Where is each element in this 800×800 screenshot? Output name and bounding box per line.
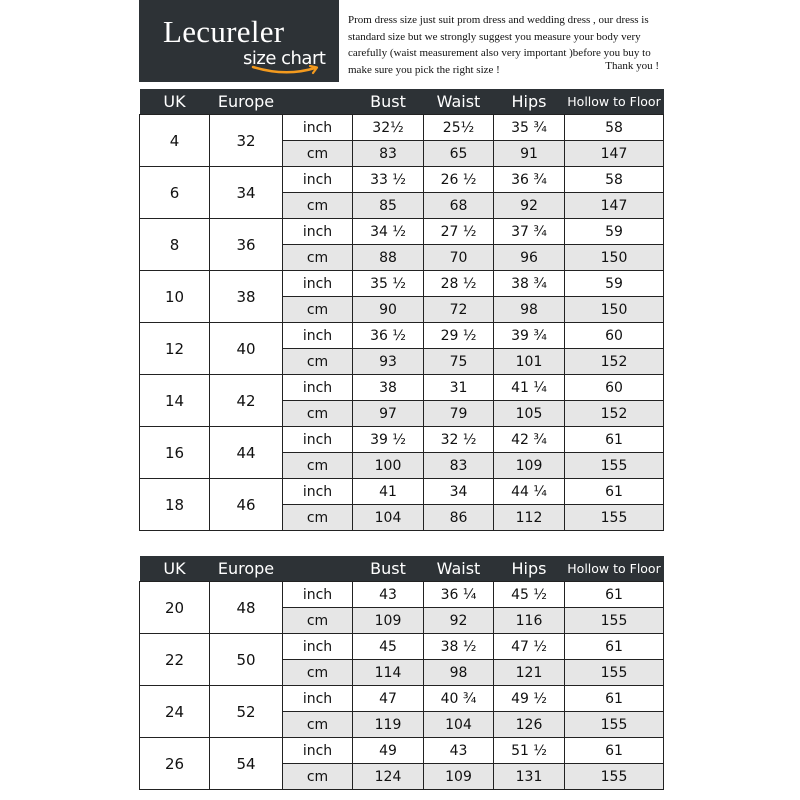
hips-cm-cell: 96 <box>494 245 565 271</box>
europe-size-cell: 46 <box>210 479 283 531</box>
bust-cm-cell: 104 <box>353 505 424 531</box>
unit-label-cm: cm <box>283 660 353 686</box>
unit-label-cm: cm <box>283 764 353 790</box>
size-row-inch <box>140 582 664 608</box>
size-row-inch <box>140 427 664 453</box>
hollow-to-floor-inch-cell: 61 <box>565 427 664 453</box>
intro-thanks: Thank you ! <box>605 60 659 72</box>
hips-cm-cell: 98 <box>494 297 565 323</box>
unit-label-inch: inch <box>283 427 353 453</box>
hips-inch-cell: 38 ¾ <box>494 271 565 297</box>
hollow-to-floor-cm-cell: 155 <box>565 608 664 634</box>
hollow-to-floor-cm-cell: 147 <box>565 193 664 219</box>
hollow-to-floor-inch-cell: 61 <box>565 686 664 712</box>
hips-inch-cell: 41 ¼ <box>494 375 565 401</box>
uk-size-cell: 10 <box>140 271 210 323</box>
size-row-inch <box>140 115 664 141</box>
europe-size-cell: 42 <box>210 375 283 427</box>
europe-size-cell: 36 <box>210 219 283 271</box>
uk-size-cell: 6 <box>140 167 210 219</box>
waist-cm-cell: 98 <box>424 660 494 686</box>
header-hollow-to-floor: Hollow to Floor <box>565 89 664 115</box>
bust-cm-cell: 83 <box>353 141 424 167</box>
size-rows <box>140 115 664 531</box>
brand-logo <box>139 0 339 82</box>
unit-label-inch: inch <box>283 479 353 505</box>
hollow-to-floor-cm-cell: 155 <box>565 660 664 686</box>
waist-cm-cell: 65 <box>424 141 494 167</box>
hollow-to-floor-inch-cell: 58 <box>565 115 664 141</box>
header-bust: Bust <box>353 89 424 115</box>
unit-label-cm: cm <box>283 401 353 427</box>
uk-size-cell: 22 <box>140 634 210 686</box>
uk-size-cell: 12 <box>140 323 210 375</box>
hollow-to-floor-cm-cell: 155 <box>565 453 664 479</box>
hips-cm-cell: 105 <box>494 401 565 427</box>
hips-cm-cell: 116 <box>494 608 565 634</box>
hips-inch-cell: 47 ½ <box>494 634 565 660</box>
hips-inch-cell: 45 ½ <box>494 582 565 608</box>
unit-label-cm: cm <box>283 608 353 634</box>
hips-cm-cell: 126 <box>494 712 565 738</box>
unit-label-inch: inch <box>283 219 353 245</box>
unit-label-inch: inch <box>283 167 353 193</box>
hips-inch-cell: 36 ¾ <box>494 167 565 193</box>
bust-inch-cell: 34 ½ <box>353 219 424 245</box>
bust-cm-cell: 97 <box>353 401 424 427</box>
waist-cm-cell: 70 <box>424 245 494 271</box>
waist-inch-cell: 25½ <box>424 115 494 141</box>
hollow-to-floor-cm-cell: 150 <box>565 245 664 271</box>
hips-inch-cell: 42 ¾ <box>494 427 565 453</box>
bust-inch-cell: 39 ½ <box>353 427 424 453</box>
header-uk: UK <box>140 556 210 582</box>
header-unit <box>283 556 353 582</box>
bust-cm-cell: 124 <box>353 764 424 790</box>
waist-inch-cell: 40 ¾ <box>424 686 494 712</box>
bust-inch-cell: 32½ <box>353 115 424 141</box>
europe-size-cell: 48 <box>210 582 283 634</box>
unit-label-inch: inch <box>283 582 353 608</box>
bust-cm-cell: 93 <box>353 349 424 375</box>
hollow-to-floor-cm-cell: 155 <box>565 505 664 531</box>
hollow-to-floor-inch-cell: 59 <box>565 219 664 245</box>
europe-size-cell: 34 <box>210 167 283 219</box>
size-row-inch <box>140 167 664 193</box>
waist-inch-cell: 38 ½ <box>424 634 494 660</box>
header-europe: Europe <box>210 556 283 582</box>
hips-inch-cell: 37 ¾ <box>494 219 565 245</box>
hollow-to-floor-inch-cell: 61 <box>565 738 664 764</box>
hollow-to-floor-inch-cell: 59 <box>565 271 664 297</box>
waist-inch-cell: 34 <box>424 479 494 505</box>
unit-label-inch: inch <box>283 271 353 297</box>
hips-inch-cell: 49 ½ <box>494 686 565 712</box>
smile-arrow-icon <box>251 64 321 76</box>
intro-note <box>348 12 663 78</box>
waist-inch-cell: 36 ¼ <box>424 582 494 608</box>
header-hips: Hips <box>494 89 565 115</box>
unit-label-inch: inch <box>283 634 353 660</box>
hollow-to-floor-cm-cell: 152 <box>565 401 664 427</box>
uk-size-cell: 24 <box>140 686 210 738</box>
size-row-inch <box>140 375 664 401</box>
hips-cm-cell: 92 <box>494 193 565 219</box>
uk-size-cell: 8 <box>140 219 210 271</box>
unit-label-cm: cm <box>283 453 353 479</box>
bust-inch-cell: 35 ½ <box>353 271 424 297</box>
uk-size-cell: 4 <box>140 115 210 167</box>
bust-inch-cell: 33 ½ <box>353 167 424 193</box>
size-table-2 <box>139 556 664 790</box>
brand-name: Lecureler <box>163 14 285 49</box>
waist-cm-cell: 92 <box>424 608 494 634</box>
europe-size-cell: 50 <box>210 634 283 686</box>
unit-label-cm: cm <box>283 193 353 219</box>
hollow-to-floor-inch-cell: 61 <box>565 479 664 505</box>
uk-size-cell: 18 <box>140 479 210 531</box>
waist-cm-cell: 75 <box>424 349 494 375</box>
header-row <box>140 556 664 582</box>
europe-size-cell: 52 <box>210 686 283 738</box>
europe-size-cell: 54 <box>210 738 283 790</box>
uk-size-cell: 26 <box>140 738 210 790</box>
waist-inch-cell: 26 ½ <box>424 167 494 193</box>
header-bust: Bust <box>353 556 424 582</box>
size-row-inch <box>140 686 664 712</box>
bust-inch-cell: 49 <box>353 738 424 764</box>
waist-cm-cell: 68 <box>424 193 494 219</box>
hips-cm-cell: 121 <box>494 660 565 686</box>
bust-cm-cell: 109 <box>353 608 424 634</box>
intro-text: Prom dress size just suit prom dress and wedding dress , our dress is standard size but we strongly suggest you measure your body very carefully (waist measurement also very important )before you buy to make sure you pick the right size ! <box>348 14 651 76</box>
waist-cm-cell: 79 <box>424 401 494 427</box>
hollow-to-floor-cm-cell: 147 <box>565 141 664 167</box>
waist-inch-cell: 43 <box>424 738 494 764</box>
header-waist: Waist <box>424 556 494 582</box>
brand-subtitle: size chart <box>243 48 326 69</box>
unit-label-cm: cm <box>283 141 353 167</box>
header-europe: Europe <box>210 89 283 115</box>
hollow-to-floor-cm-cell: 155 <box>565 712 664 738</box>
unit-label-inch: inch <box>283 686 353 712</box>
unit-label-inch: inch <box>283 115 353 141</box>
europe-size-cell: 38 <box>210 271 283 323</box>
hollow-to-floor-inch-cell: 60 <box>565 375 664 401</box>
unit-label-inch: inch <box>283 323 353 349</box>
uk-size-cell: 16 <box>140 427 210 479</box>
hollow-to-floor-inch-cell: 60 <box>565 323 664 349</box>
bust-cm-cell: 85 <box>353 193 424 219</box>
waist-cm-cell: 86 <box>424 505 494 531</box>
hips-inch-cell: 39 ¾ <box>494 323 565 349</box>
unit-label-cm: cm <box>283 245 353 271</box>
header-unit <box>283 89 353 115</box>
header-hollow-to-floor: Hollow to Floor <box>565 556 664 582</box>
hips-inch-cell: 51 ½ <box>494 738 565 764</box>
unit-label-cm: cm <box>283 297 353 323</box>
europe-size-cell: 40 <box>210 323 283 375</box>
bust-inch-cell: 45 <box>353 634 424 660</box>
size-row-inch <box>140 634 664 660</box>
size-row-inch <box>140 323 664 349</box>
uk-size-cell: 20 <box>140 582 210 634</box>
unit-label-inch: inch <box>283 375 353 401</box>
hollow-to-floor-cm-cell: 152 <box>565 349 664 375</box>
bust-cm-cell: 88 <box>353 245 424 271</box>
hollow-to-floor-inch-cell: 61 <box>565 582 664 608</box>
unit-label-inch: inch <box>283 738 353 764</box>
size-row-inch <box>140 219 664 245</box>
bust-cm-cell: 114 <box>353 660 424 686</box>
size-row-inch <box>140 271 664 297</box>
unit-label-cm: cm <box>283 349 353 375</box>
hollow-to-floor-inch-cell: 58 <box>565 167 664 193</box>
waist-inch-cell: 28 ½ <box>424 271 494 297</box>
waist-cm-cell: 72 <box>424 297 494 323</box>
waist-cm-cell: 109 <box>424 764 494 790</box>
hips-cm-cell: 112 <box>494 505 565 531</box>
waist-inch-cell: 27 ½ <box>424 219 494 245</box>
europe-size-cell: 32 <box>210 115 283 167</box>
header-hips: Hips <box>494 556 565 582</box>
bust-inch-cell: 47 <box>353 686 424 712</box>
unit-label-cm: cm <box>283 505 353 531</box>
hips-inch-cell: 44 ¼ <box>494 479 565 505</box>
bust-cm-cell: 100 <box>353 453 424 479</box>
waist-inch-cell: 32 ½ <box>424 427 494 453</box>
hollow-to-floor-cm-cell: 155 <box>565 764 664 790</box>
header-uk: UK <box>140 89 210 115</box>
europe-size-cell: 44 <box>210 427 283 479</box>
bust-inch-cell: 38 <box>353 375 424 401</box>
hips-cm-cell: 101 <box>494 349 565 375</box>
bust-inch-cell: 41 <box>353 479 424 505</box>
unit-label-cm: cm <box>283 712 353 738</box>
hips-cm-cell: 109 <box>494 453 565 479</box>
header-row <box>140 89 664 115</box>
size-row-inch <box>140 738 664 764</box>
hips-cm-cell: 91 <box>494 141 565 167</box>
header-waist: Waist <box>424 89 494 115</box>
hips-cm-cell: 131 <box>494 764 565 790</box>
size-row-inch <box>140 479 664 505</box>
uk-size-cell: 14 <box>140 375 210 427</box>
bust-cm-cell: 119 <box>353 712 424 738</box>
size-table-1 <box>139 89 664 531</box>
bust-cm-cell: 90 <box>353 297 424 323</box>
hips-inch-cell: 35 ¾ <box>494 115 565 141</box>
size-rows <box>140 582 664 790</box>
hollow-to-floor-inch-cell: 61 <box>565 634 664 660</box>
waist-inch-cell: 31 <box>424 375 494 401</box>
hollow-to-floor-cm-cell: 150 <box>565 297 664 323</box>
waist-inch-cell: 29 ½ <box>424 323 494 349</box>
waist-cm-cell: 83 <box>424 453 494 479</box>
waist-cm-cell: 104 <box>424 712 494 738</box>
bust-inch-cell: 36 ½ <box>353 323 424 349</box>
bust-inch-cell: 43 <box>353 582 424 608</box>
